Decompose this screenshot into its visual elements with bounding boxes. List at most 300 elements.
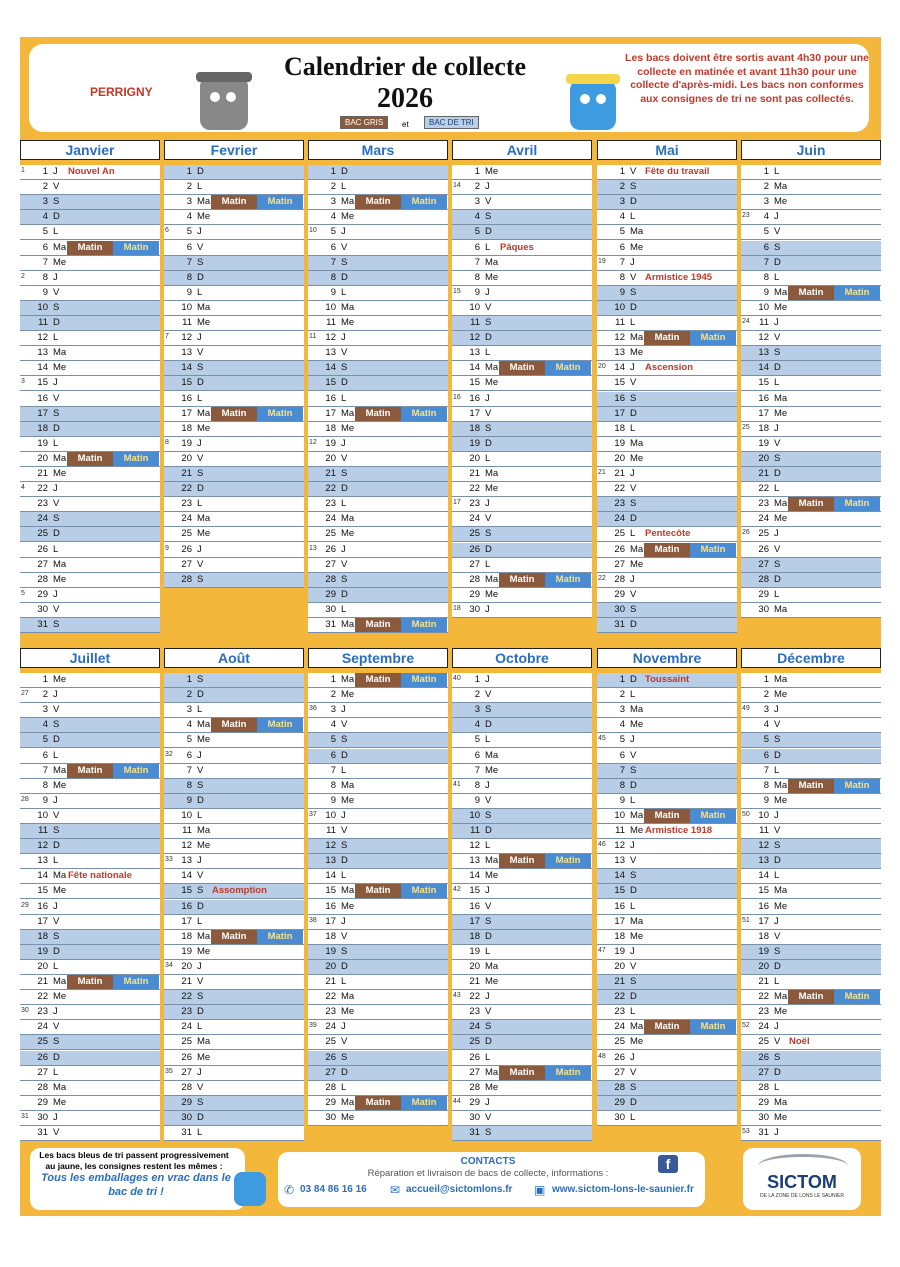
day-letter: J [53, 377, 58, 389]
day-letter: Me [197, 317, 211, 328]
day-number: 23 [37, 498, 48, 510]
day-number: 12 [758, 332, 769, 344]
day-number: 28 [181, 573, 192, 585]
day-number: 23 [325, 1006, 336, 1018]
day-row [741, 794, 881, 809]
day-letter: J [630, 468, 635, 479]
day-row [741, 915, 881, 930]
day-letter: L [53, 960, 59, 972]
day-row [452, 1096, 592, 1111]
day-letter: L [774, 764, 780, 776]
day-row [597, 527, 737, 542]
day-row [308, 422, 448, 437]
day-number: 14 [37, 362, 48, 374]
day-number: 16 [181, 900, 192, 912]
day-letter: S [485, 704, 492, 716]
day-letter: Ma [485, 468, 499, 479]
day-row [597, 180, 737, 195]
day-number: 13 [325, 347, 336, 359]
day-number: 23 [181, 498, 192, 510]
bac-gris-collection: Matin [499, 854, 545, 868]
day-number: 2 [330, 181, 336, 193]
day-letter: D [197, 689, 204, 701]
day-number: 19 [37, 945, 48, 957]
day-letter: J [341, 1021, 346, 1033]
day-number: 1 [619, 166, 625, 177]
day-number: 29 [325, 588, 336, 600]
day-number: 1 [763, 166, 769, 177]
day-row [452, 452, 592, 467]
day-row [20, 824, 160, 839]
day-letter: V [53, 1127, 60, 1138]
day-letter: Ma [341, 885, 355, 897]
contact-phone[interactable]: 03 84 86 16 16 [300, 1184, 367, 1195]
day-number: 18 [325, 422, 336, 434]
day-letter: J [53, 166, 58, 177]
bac-gris-collection: Matin [67, 764, 113, 778]
day-row [20, 975, 160, 990]
bac-gris-collection: Matin [644, 1020, 690, 1034]
day-number: 18 [758, 930, 769, 942]
week-number: 31 [21, 1112, 29, 1120]
day-number: 31 [37, 1127, 48, 1138]
day-row [741, 512, 881, 527]
day-letter: Me [341, 422, 355, 434]
day-number: 28 [614, 1081, 625, 1093]
day-letter: J [630, 734, 635, 746]
day-number: 11 [38, 317, 48, 328]
day-number: 17 [758, 407, 769, 419]
day-letter: J [485, 392, 490, 404]
month-days [741, 165, 881, 618]
day-row [308, 703, 448, 718]
day-letter: Me [485, 870, 499, 882]
day-letter: V [630, 483, 637, 495]
month-title: Fevrier [164, 140, 304, 160]
day-number: 15 [181, 377, 192, 389]
day-letter: J [485, 498, 490, 510]
day-letter: D [197, 271, 204, 283]
day-number: 20 [469, 960, 480, 972]
day-row [164, 1096, 304, 1111]
day-number: 3 [186, 704, 192, 716]
day-letter: S [53, 301, 60, 313]
day-row [308, 1066, 448, 1081]
day-number: 14 [758, 870, 769, 882]
day-row [452, 588, 592, 603]
day-letter: L [630, 1111, 636, 1123]
day-letter: Me [774, 794, 788, 806]
day-letter: Ma [630, 226, 644, 238]
day-number: 20 [181, 960, 192, 972]
day-number: 17 [469, 915, 480, 927]
day-number: 16 [325, 392, 336, 404]
day-row [164, 1111, 304, 1126]
day-number: 7 [763, 256, 769, 268]
day-row [308, 854, 448, 869]
day-letter: Me [341, 317, 355, 328]
day-letter: Ma [485, 960, 499, 972]
day-letter: S [630, 976, 637, 987]
day-row [164, 195, 304, 210]
day-row [741, 869, 881, 884]
day-number: 6 [186, 749, 192, 761]
day-number: 30 [37, 603, 48, 615]
day-letter: D [53, 840, 60, 852]
day-letter: S [774, 1051, 781, 1063]
day-letter: V [774, 226, 781, 238]
week-number: 47 [598, 946, 606, 954]
day-number: 19 [469, 945, 480, 957]
month-title: Mai [597, 140, 737, 160]
week-number: 11 [309, 333, 317, 341]
day-row [20, 1126, 160, 1141]
day-number: 2 [42, 181, 48, 193]
day-row [20, 376, 160, 391]
week-number: 16 [453, 393, 461, 401]
day-number: 25 [469, 528, 480, 540]
day-number: 21 [325, 468, 336, 479]
day-row [308, 688, 448, 703]
day-number: 6 [330, 241, 336, 253]
day-row [20, 688, 160, 703]
month-title: Juillet [20, 648, 160, 668]
day-letter: Me [485, 1081, 499, 1093]
day-number: 6 [763, 241, 769, 253]
week-number: 28 [21, 795, 29, 803]
day-row [597, 794, 737, 809]
day-number: 4 [330, 211, 336, 223]
day-letter: L [774, 483, 780, 495]
day-row [164, 180, 304, 195]
day-letter: S [197, 573, 204, 585]
day-number: 27 [614, 1066, 625, 1078]
day-row [741, 573, 881, 588]
day-letter: S [341, 256, 348, 268]
week-number: 41 [453, 780, 461, 788]
day-letter: J [53, 689, 58, 701]
day-number: 3 [330, 196, 336, 208]
day-number: 2 [186, 181, 192, 193]
week-number: 15 [453, 287, 461, 295]
day-number: 1 [186, 674, 192, 685]
day-number: 28 [37, 573, 48, 585]
week-number: 32 [165, 750, 173, 758]
day-number: 3 [42, 196, 48, 208]
day-letter: V [341, 930, 348, 942]
day-letter: S [197, 468, 204, 479]
contact-email[interactable]: accueil@sictomlons.fr [406, 1184, 513, 1195]
day-letter: S [630, 603, 637, 615]
day-letter: D [630, 196, 637, 208]
day-row [164, 764, 304, 779]
day-row [597, 558, 737, 573]
day-row [20, 733, 160, 748]
holiday-label: Pentecôte [645, 528, 691, 540]
day-number: 23 [469, 1006, 480, 1018]
day-letter: L [197, 915, 203, 927]
day-number: 8 [186, 779, 192, 791]
bac-gris-collection: Matin [355, 407, 401, 421]
day-row [597, 1005, 737, 1020]
day-number: 28 [181, 1081, 192, 1093]
day-number: 23 [758, 498, 769, 510]
day-row [597, 361, 737, 376]
day-row [164, 573, 304, 588]
day-letter: L [53, 543, 59, 555]
day-number: 9 [186, 794, 192, 806]
day-letter: V [197, 764, 204, 776]
day-row [597, 543, 737, 558]
day-row [741, 1096, 881, 1111]
day-row [741, 1081, 881, 1096]
day-letter: Ma [341, 301, 355, 313]
day-number: 1 [330, 674, 336, 685]
day-letter: V [485, 794, 492, 806]
day-row [597, 497, 737, 512]
day-number: 31 [469, 1127, 480, 1138]
day-number: 27 [37, 558, 48, 570]
day-number: 7 [330, 256, 336, 268]
day-row [164, 437, 304, 452]
facebook-icon[interactable]: f [658, 1155, 678, 1173]
bac-tri-collection: Matin [690, 331, 736, 345]
day-row [164, 884, 304, 899]
day-row [741, 361, 881, 376]
day-number: 24 [758, 513, 769, 525]
day-letter: Ma [341, 619, 355, 630]
day-row [164, 558, 304, 573]
month-title: Janvier [20, 140, 160, 160]
day-row [452, 915, 592, 930]
day-row [597, 915, 737, 930]
day-row [741, 1020, 881, 1035]
day-row [164, 839, 304, 854]
day-row [308, 482, 448, 497]
day-letter: J [630, 945, 635, 957]
day-number: 16 [469, 900, 480, 912]
day-row [597, 839, 737, 854]
day-number: 25 [758, 528, 769, 540]
day-row [20, 195, 160, 210]
week-number: 44 [453, 1097, 461, 1105]
day-letter: D [341, 271, 348, 283]
day-number: 3 [330, 704, 336, 716]
day-letter: Ma [485, 256, 499, 268]
holiday-label: Ascension [645, 362, 694, 374]
day-letter: J [774, 317, 779, 328]
day-number: 13 [37, 855, 48, 867]
day-number: 23 [181, 1006, 192, 1018]
day-letter: S [485, 422, 492, 434]
day-row [20, 718, 160, 733]
day-row [597, 588, 737, 603]
day-letter: V [774, 825, 781, 836]
day-letter: Me [630, 1036, 644, 1048]
day-number: 6 [42, 749, 48, 761]
day-letter: V [197, 1081, 204, 1093]
day-row [741, 225, 881, 240]
day-row [20, 512, 160, 527]
day-row [308, 361, 448, 376]
day-letter: Me [774, 407, 788, 419]
bac-gris-collection: Matin [788, 990, 834, 1004]
day-number: 12 [181, 840, 192, 852]
day-number: 27 [325, 1066, 336, 1078]
day-row [741, 839, 881, 854]
day-letter: L [341, 870, 347, 882]
day-letter: J [53, 483, 58, 495]
day-letter: D [485, 1036, 492, 1048]
day-number: 3 [474, 704, 480, 716]
day-letter: Me [630, 558, 644, 570]
contact-website[interactable]: www.sictom-lons-le-saunier.fr [552, 1184, 694, 1195]
day-letter: Ma [774, 181, 788, 193]
day-letter: Ma [53, 764, 67, 776]
day-letter: V [485, 196, 492, 208]
day-row [308, 1111, 448, 1126]
day-number: 29 [469, 1096, 480, 1108]
day-number: 8 [474, 271, 480, 283]
week-number: 29 [21, 901, 29, 909]
day-row [597, 376, 737, 391]
day-row [308, 301, 448, 316]
week-number: 26 [742, 529, 750, 537]
day-number: 16 [758, 900, 769, 912]
day-letter: V [53, 498, 60, 510]
day-letter: S [197, 674, 204, 685]
day-row [452, 1020, 592, 1035]
day-letter: S [341, 945, 348, 957]
day-number: 20 [325, 960, 336, 972]
day-number: 29 [37, 1096, 48, 1108]
day-letter: V [197, 241, 204, 253]
day-row [20, 452, 160, 467]
day-row [597, 392, 737, 407]
day-letter: L [485, 347, 491, 359]
info-text: Les bacs bleus de tri passent progressivement au jaune, les consignes restent les mêmes : [39, 1150, 229, 1171]
day-number: 6 [619, 241, 625, 253]
month-title: Avril [452, 140, 592, 160]
day-letter: L [485, 558, 491, 570]
day-row [164, 824, 304, 839]
day-number: 2 [619, 181, 625, 193]
day-row [597, 256, 737, 271]
bac-gris-collection: Matin [355, 195, 401, 209]
day-number: 30 [758, 603, 769, 615]
day-row [20, 316, 160, 331]
day-row [20, 331, 160, 346]
day-number: 22 [469, 991, 480, 1003]
day-number: 15 [614, 885, 625, 897]
day-letter: Ma [630, 1021, 644, 1033]
day-number: 27 [758, 1066, 769, 1078]
day-number: 8 [474, 779, 480, 791]
day-letter: D [53, 734, 60, 746]
day-letter: L [53, 749, 59, 761]
bac-gris-collection: Matin [67, 452, 113, 466]
day-number: 22 [325, 483, 336, 495]
day-letter: L [630, 211, 636, 223]
day-number: 13 [758, 855, 769, 867]
bac-tri-collection: Matin [834, 990, 880, 1004]
day-letter: J [485, 885, 490, 897]
day-number: 6 [474, 241, 480, 253]
holiday-label: Fête nationale [68, 870, 132, 882]
day-number: 19 [181, 945, 192, 957]
bac-gris-collection: Matin [211, 718, 257, 732]
week-number: 40 [453, 675, 461, 682]
day-row [164, 527, 304, 542]
day-number: 7 [186, 256, 192, 268]
day-letter: L [197, 392, 203, 404]
month-4 [452, 140, 592, 615]
day-number: 9 [42, 286, 48, 298]
day-number: 26 [614, 1051, 625, 1063]
day-number: 7 [474, 256, 480, 268]
day-row [20, 573, 160, 588]
day-row [741, 301, 881, 316]
day-letter: S [774, 241, 781, 253]
day-number: 4 [186, 211, 192, 223]
day-letter: S [197, 362, 204, 374]
day-row [20, 764, 160, 779]
day-row [741, 286, 881, 301]
day-letter: V [341, 452, 348, 464]
day-letter: Me [197, 211, 211, 223]
day-letter: V [630, 588, 637, 600]
day-row [452, 422, 592, 437]
day-row [452, 346, 592, 361]
day-row [164, 512, 304, 527]
day-number: 16 [614, 392, 625, 404]
day-number: 24 [37, 1021, 48, 1033]
day-row [308, 376, 448, 391]
day-letter: D [774, 855, 781, 867]
day-number: 18 [181, 422, 192, 434]
day-row [164, 467, 304, 482]
day-letter: Ma [774, 1096, 788, 1108]
blue-bin-mascot-icon [570, 80, 616, 130]
day-number: 19 [469, 437, 480, 449]
day-number: 10 [758, 809, 769, 821]
day-row [741, 195, 881, 210]
month-title: Novembre [597, 648, 737, 668]
bac-tri-collection: Matin [257, 930, 303, 944]
day-number: 5 [42, 734, 48, 746]
day-number: 11 [326, 825, 336, 836]
day-letter: J [485, 603, 490, 615]
week-number: 7 [165, 333, 169, 341]
bac-tri-collection: Matin [257, 407, 303, 421]
day-row [164, 392, 304, 407]
logo-subtitle: DE LA ZONE DE LONS LE SAUNIER [760, 1193, 844, 1199]
day-letter: D [774, 1066, 781, 1078]
day-number: 13 [325, 855, 336, 867]
bac-gris-collection: Matin [788, 286, 834, 300]
day-letter: S [774, 347, 781, 359]
day-row [20, 673, 160, 688]
day-letter: D [774, 256, 781, 268]
bac-tri-collection: Matin [690, 809, 736, 823]
day-letter: L [630, 900, 636, 912]
day-letter: Me [630, 241, 644, 253]
day-letter: J [197, 960, 202, 972]
day-row [452, 482, 592, 497]
day-number: 11 [615, 317, 625, 328]
day-letter: D [774, 362, 781, 374]
day-row [741, 603, 881, 618]
